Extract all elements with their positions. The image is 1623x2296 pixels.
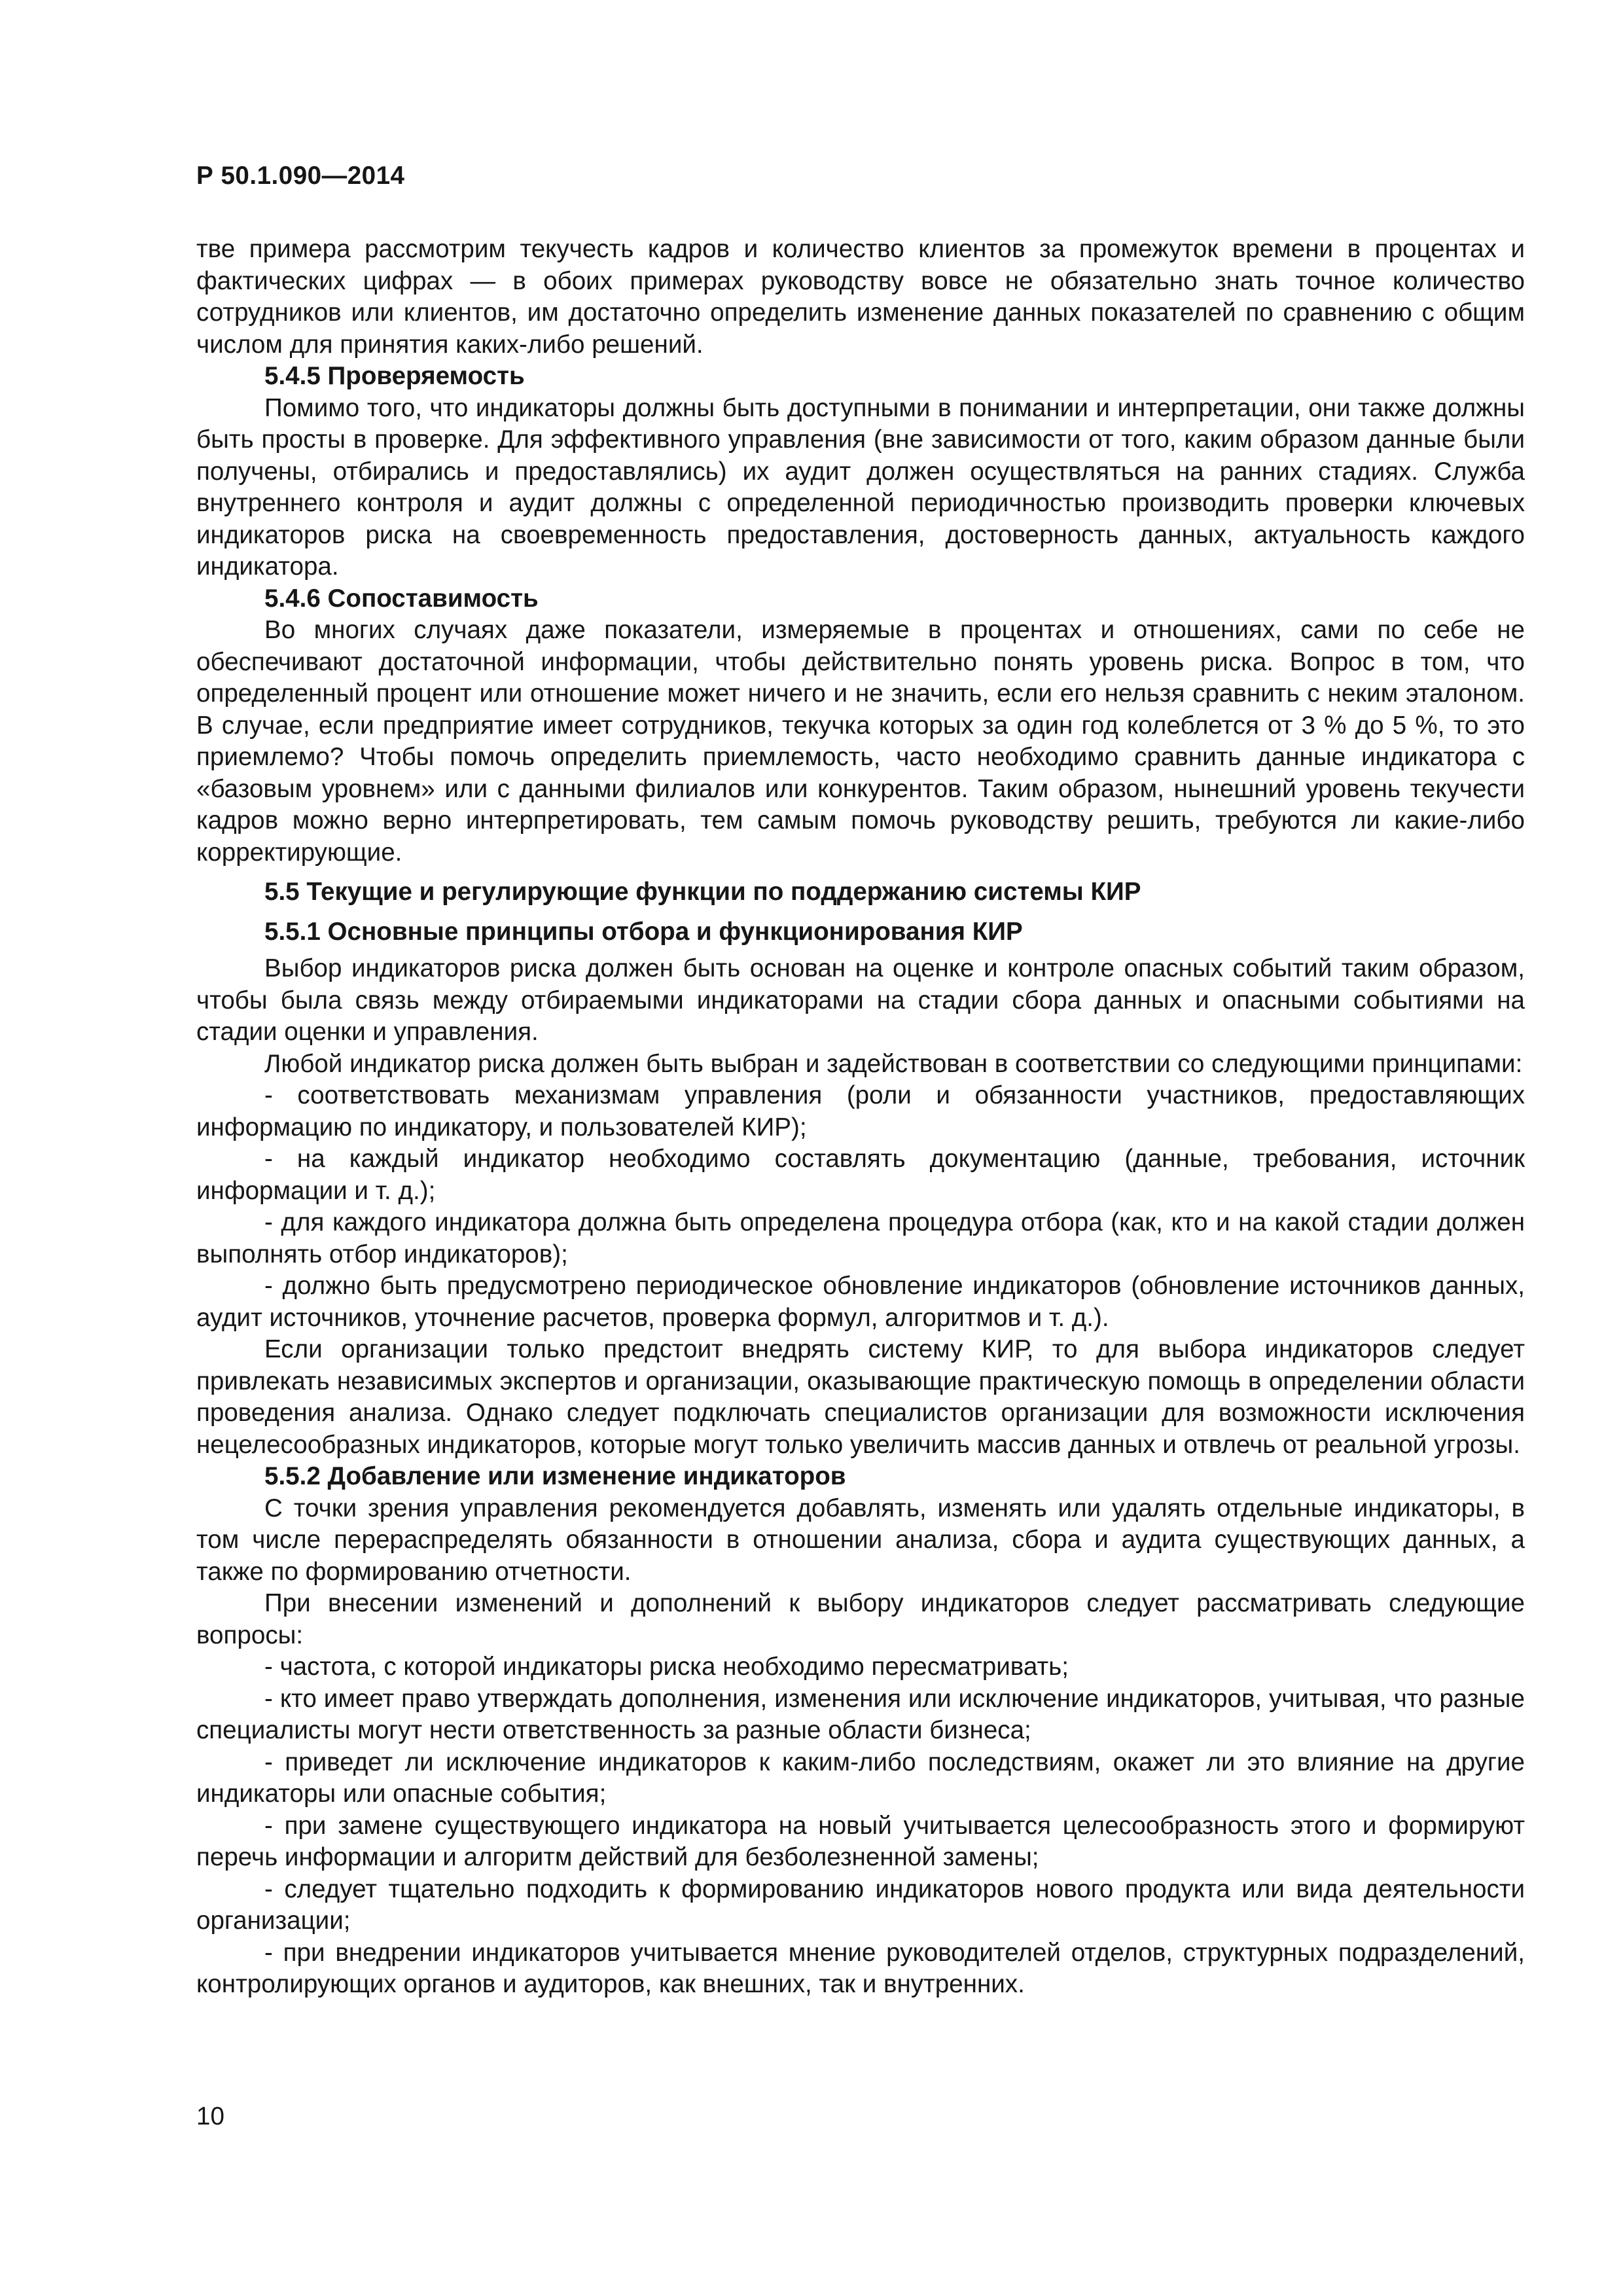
paragraph-5-4-6: Во многих случаях даже показатели, измеряемые в процентах и отношениях, сами по себе не обеспечивают достаточной информации, чтобы действительно понять уровень риска. Вопрос в том, что определенный процент или отношение может ничего и не значить, если его нельзя сравнить с неким эталоном. В случае, если предприятие имеет сотрудников, текучка которых за один год колеблется от 3 % до 5 %, то это приемлемо? Чтобы помочь определить приемлемость, часто необходимо сравнить данные индикатора с «базовым уровнем» или с данными филиалов или конкурентов. Таким образом, нынешний уровень текучести кадров можно верно интерпретировать, тем самым помочь руководству решить, требуются ли какие-либо корректирующие. <box>196 616 1525 867</box>
page-number: 10 <box>196 2102 224 2130</box>
paragraph-5-5-1-a: Выбор индикаторов риска должен быть основан на оценке и контроле опасных событий таким образом, чтобы была связь между отбираемыми индикаторами на стадии сбора данных и опасными событиями на стадии оценки и управления. <box>196 954 1525 1046</box>
list-item: - должно быть предусмотрено периодическое обновление индикаторов (обновление источников данных, аудит источников, уточнение расчетов, проверка формул, алгоритмов и т. д.). <box>196 1272 1525 1332</box>
paragraph-5-5-2-b: При внесении изменений и дополнений к выбору индикаторов следует рассматривать следующие вопросы: <box>196 1589 1525 1649</box>
heading-5-4-6: 5.4.6 Сопоставимость <box>264 584 539 613</box>
list-item: - следует тщательно подходить к формированию индикаторов нового продукта или вида деятельности организации; <box>196 1874 1525 1935</box>
heading-5-5-1: 5.5.1 Основные принципы отбора и функционирования КИР <box>264 917 1023 946</box>
paragraph-5-5-2-a: С точки зрения управления рекомендуется добавлять, изменять или удалять отдельные индикаторы, в том числе перераспределять обязанности в отношении анализа, сбора и аудита существующих данных, а также по формированию отчетности. <box>196 1494 1525 1586</box>
heading-5-5-2: 5.5.2 Добавление или изменение индикаторов <box>264 1462 846 1490</box>
list-item: - соответствовать механизмам управления (роли и обязанности участников, предоставляющих информацию по индикатору, и пользователей КИР); <box>196 1081 1525 1141</box>
heading-5-4-5: 5.4.5 Проверяемость <box>264 362 525 390</box>
paragraph-intro: тве примера рассмотрим текучесть кадров и количество клиентов за промежуток времени в процентах и фактических цифрах — в обоих примерах руководству вовсе не обязательно знать точное количество сотрудников или клиентов, им достаточно определить изменение данных показателей по сравнению с общим числом для принятия каких-либо решений. <box>196 235 1525 359</box>
heading-5-5: 5.5 Текущие и регулирующие функции по поддержанию системы КИР <box>264 878 1141 906</box>
document-body <box>196 234 1525 2001</box>
list-item: - при замене существующего индикатора на новый учитывается целесообразность этого и формируют перечь информации и алгоритм действий для безболезненной замены; <box>196 1811 1525 1871</box>
list-item: - приведет ли исключение индикаторов к каким-либо последствиям, окажет ли это влияние на другие индикаторы или опасные события; <box>196 1748 1525 1808</box>
list-item: - при внедрении индикаторов учитывается мнение руководителей отделов, структурных подразделений, контролирующих органов и аудиторов, как внешних, так и внутренних. <box>196 1938 1525 1998</box>
list-item: - для каждого индикатора должна быть определена процедура отбора (как, кто и на какой стадии должен выполнять отбор индикаторов); <box>196 1208 1525 1268</box>
list-item: - кто имеет право утверждать дополнения, изменения или исключение индикаторов, учитывая, что разные специалисты могут нести ответственность за разные области бизнеса; <box>196 1684 1525 1744</box>
paragraph-5-4-5: Помимо того, что индикаторы должны быть доступными в понимании и интерпретации, они также должны быть просты в проверке. Для эффективного управления (вне зависимости от того, каким образом данные были получены, отбирались и предоставлялись) их аудит должен осуществляться на ранних стадиях. Служба внутреннего контроля и аудит должны с определенной периодичностью производить проверки ключевых индикаторов риска на своевременность предоставления, достоверность данных, актуальность каждого индикатора. <box>196 393 1525 581</box>
list-item: - частота, с которой индикаторы риска необходимо пересматривать; <box>264 1653 1069 1681</box>
paragraph-5-5-1-b: Любой индикатор риска должен быть выбран и задействован в соответствии со следующими принципами: <box>264 1049 1523 1078</box>
list-item: - на каждый индикатор необходимо составлять документацию (данные, требования, источник информации и т. д.); <box>196 1145 1525 1205</box>
document-code: Р 50.1.090—2014 <box>196 162 405 190</box>
document-page <box>196 160 1525 2001</box>
paragraph-5-5-1-c: Если организации только предстоит внедрять систему КИР, то для выбора индикаторов следует привлекать независимых экспертов и организации, оказывающие практическую помощь в определении области проведения анализа. Однако следует подключать специалистов организации для возможности исключения нецелесообразных индикаторов, которые могут только увеличить массив данных и отвлечь от реальной угрозы. <box>196 1335 1525 1459</box>
